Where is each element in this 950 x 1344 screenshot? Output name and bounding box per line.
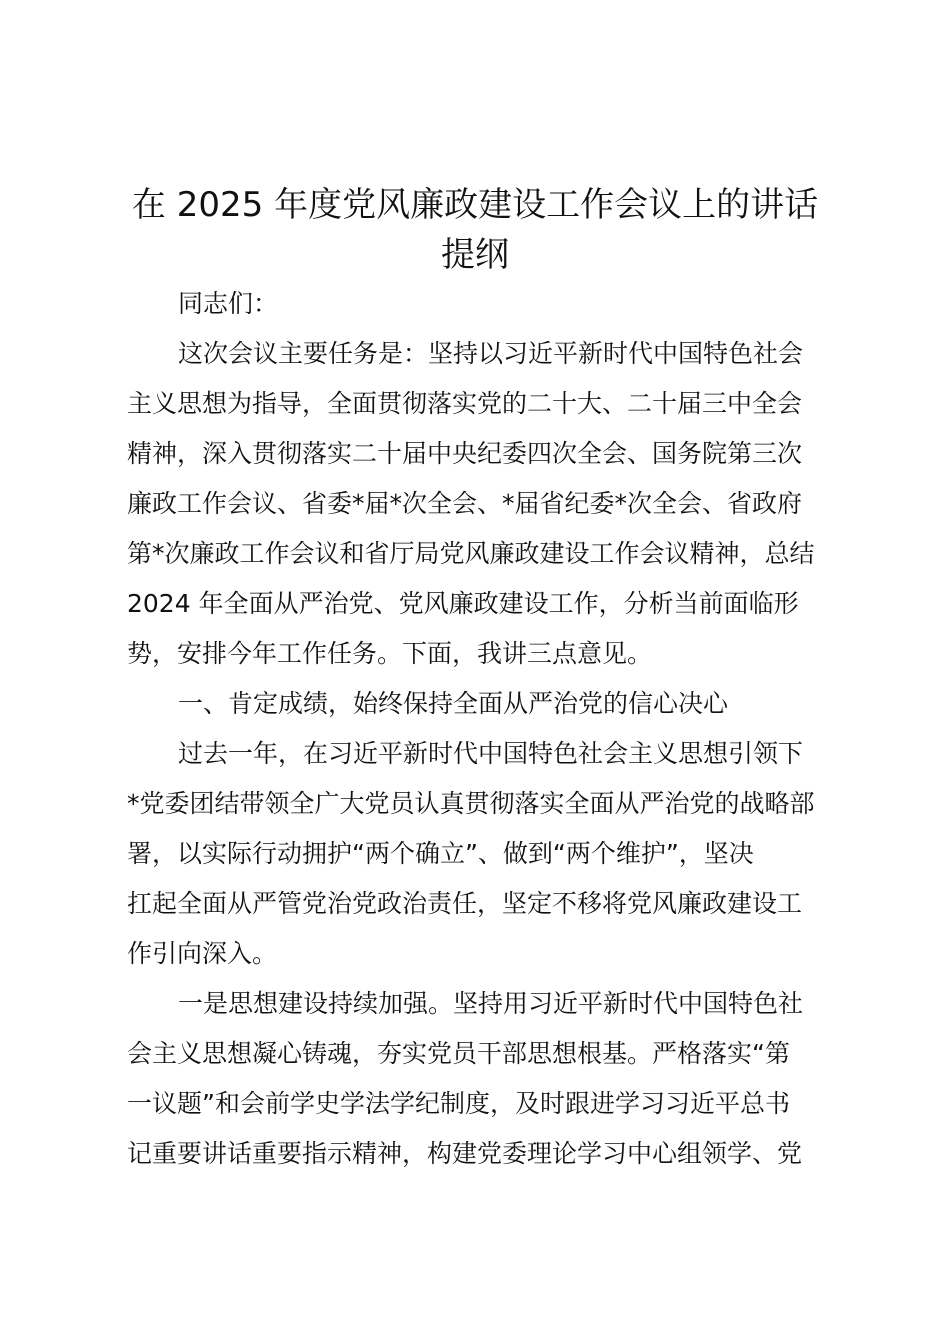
salutation: 同志们：	[178, 289, 279, 318]
paragraph-line: 主义思想为指导，全面贯彻落实党的二十大、二十届三中全会	[127, 389, 803, 418]
paragraph-line: 精神，深入贯彻落实二十届中央纪委四次全会、国务院第三次	[127, 439, 803, 468]
paragraph-line: 扛起全面从严管党治党政治责任，坚定不移将党风廉政建设工	[127, 889, 803, 918]
paragraph-line: 作引向深入。	[127, 939, 278, 968]
paragraph-line: 廉政工作会议、省委*届*次全会、*届省纪委*次全会、省政府	[127, 489, 803, 518]
document-title-line-2: 提纲	[441, 235, 509, 275]
paragraph-line: 这次会议主要任务是：坚持以习近平新时代中国特色社会	[178, 339, 804, 368]
paragraph-line: 势，安排今年工作任务。下面，我讲三点意见。	[127, 639, 653, 668]
paragraph-line: 过去一年，在习近平新时代中国特色社会主义思想引领下	[178, 739, 804, 768]
paragraph-line: 记重要讲话重要指示精神，构建党委理论学习中心组领学、党	[127, 1139, 803, 1168]
paragraph-line: 第*次廉政工作会议和省厅局党风廉政建设工作会议精神，总结	[127, 539, 815, 568]
paragraph-line: 会主义思想凝心铸魂，夯实党员干部思想根基。严格落实“第	[127, 1039, 790, 1068]
paragraph-line: 署，以实际行动拥护“两个确立”、做到“两个维护”，坚决	[127, 839, 754, 868]
document-title-line-1: 在 2025 年度党风廉政建设工作会议上的讲话	[131, 185, 819, 225]
paragraph-line: *党委团结带领全广大党员认真贯彻落实全面从严治党的战略部	[127, 789, 815, 818]
paragraph-line: 一是思想建设持续加强。坚持用习近平新时代中国特色社	[178, 989, 804, 1018]
paragraph-line: 一议题”和会前学史学法学纪制度，及时跟进学习习近平总书	[127, 1089, 790, 1118]
paragraph-line: 2024 年全面从严治党、党风廉政建设工作，分析当前面临形	[127, 589, 799, 618]
section-heading: 一、肯定成绩，始终保持全面从严治党的信心决心	[178, 689, 729, 718]
